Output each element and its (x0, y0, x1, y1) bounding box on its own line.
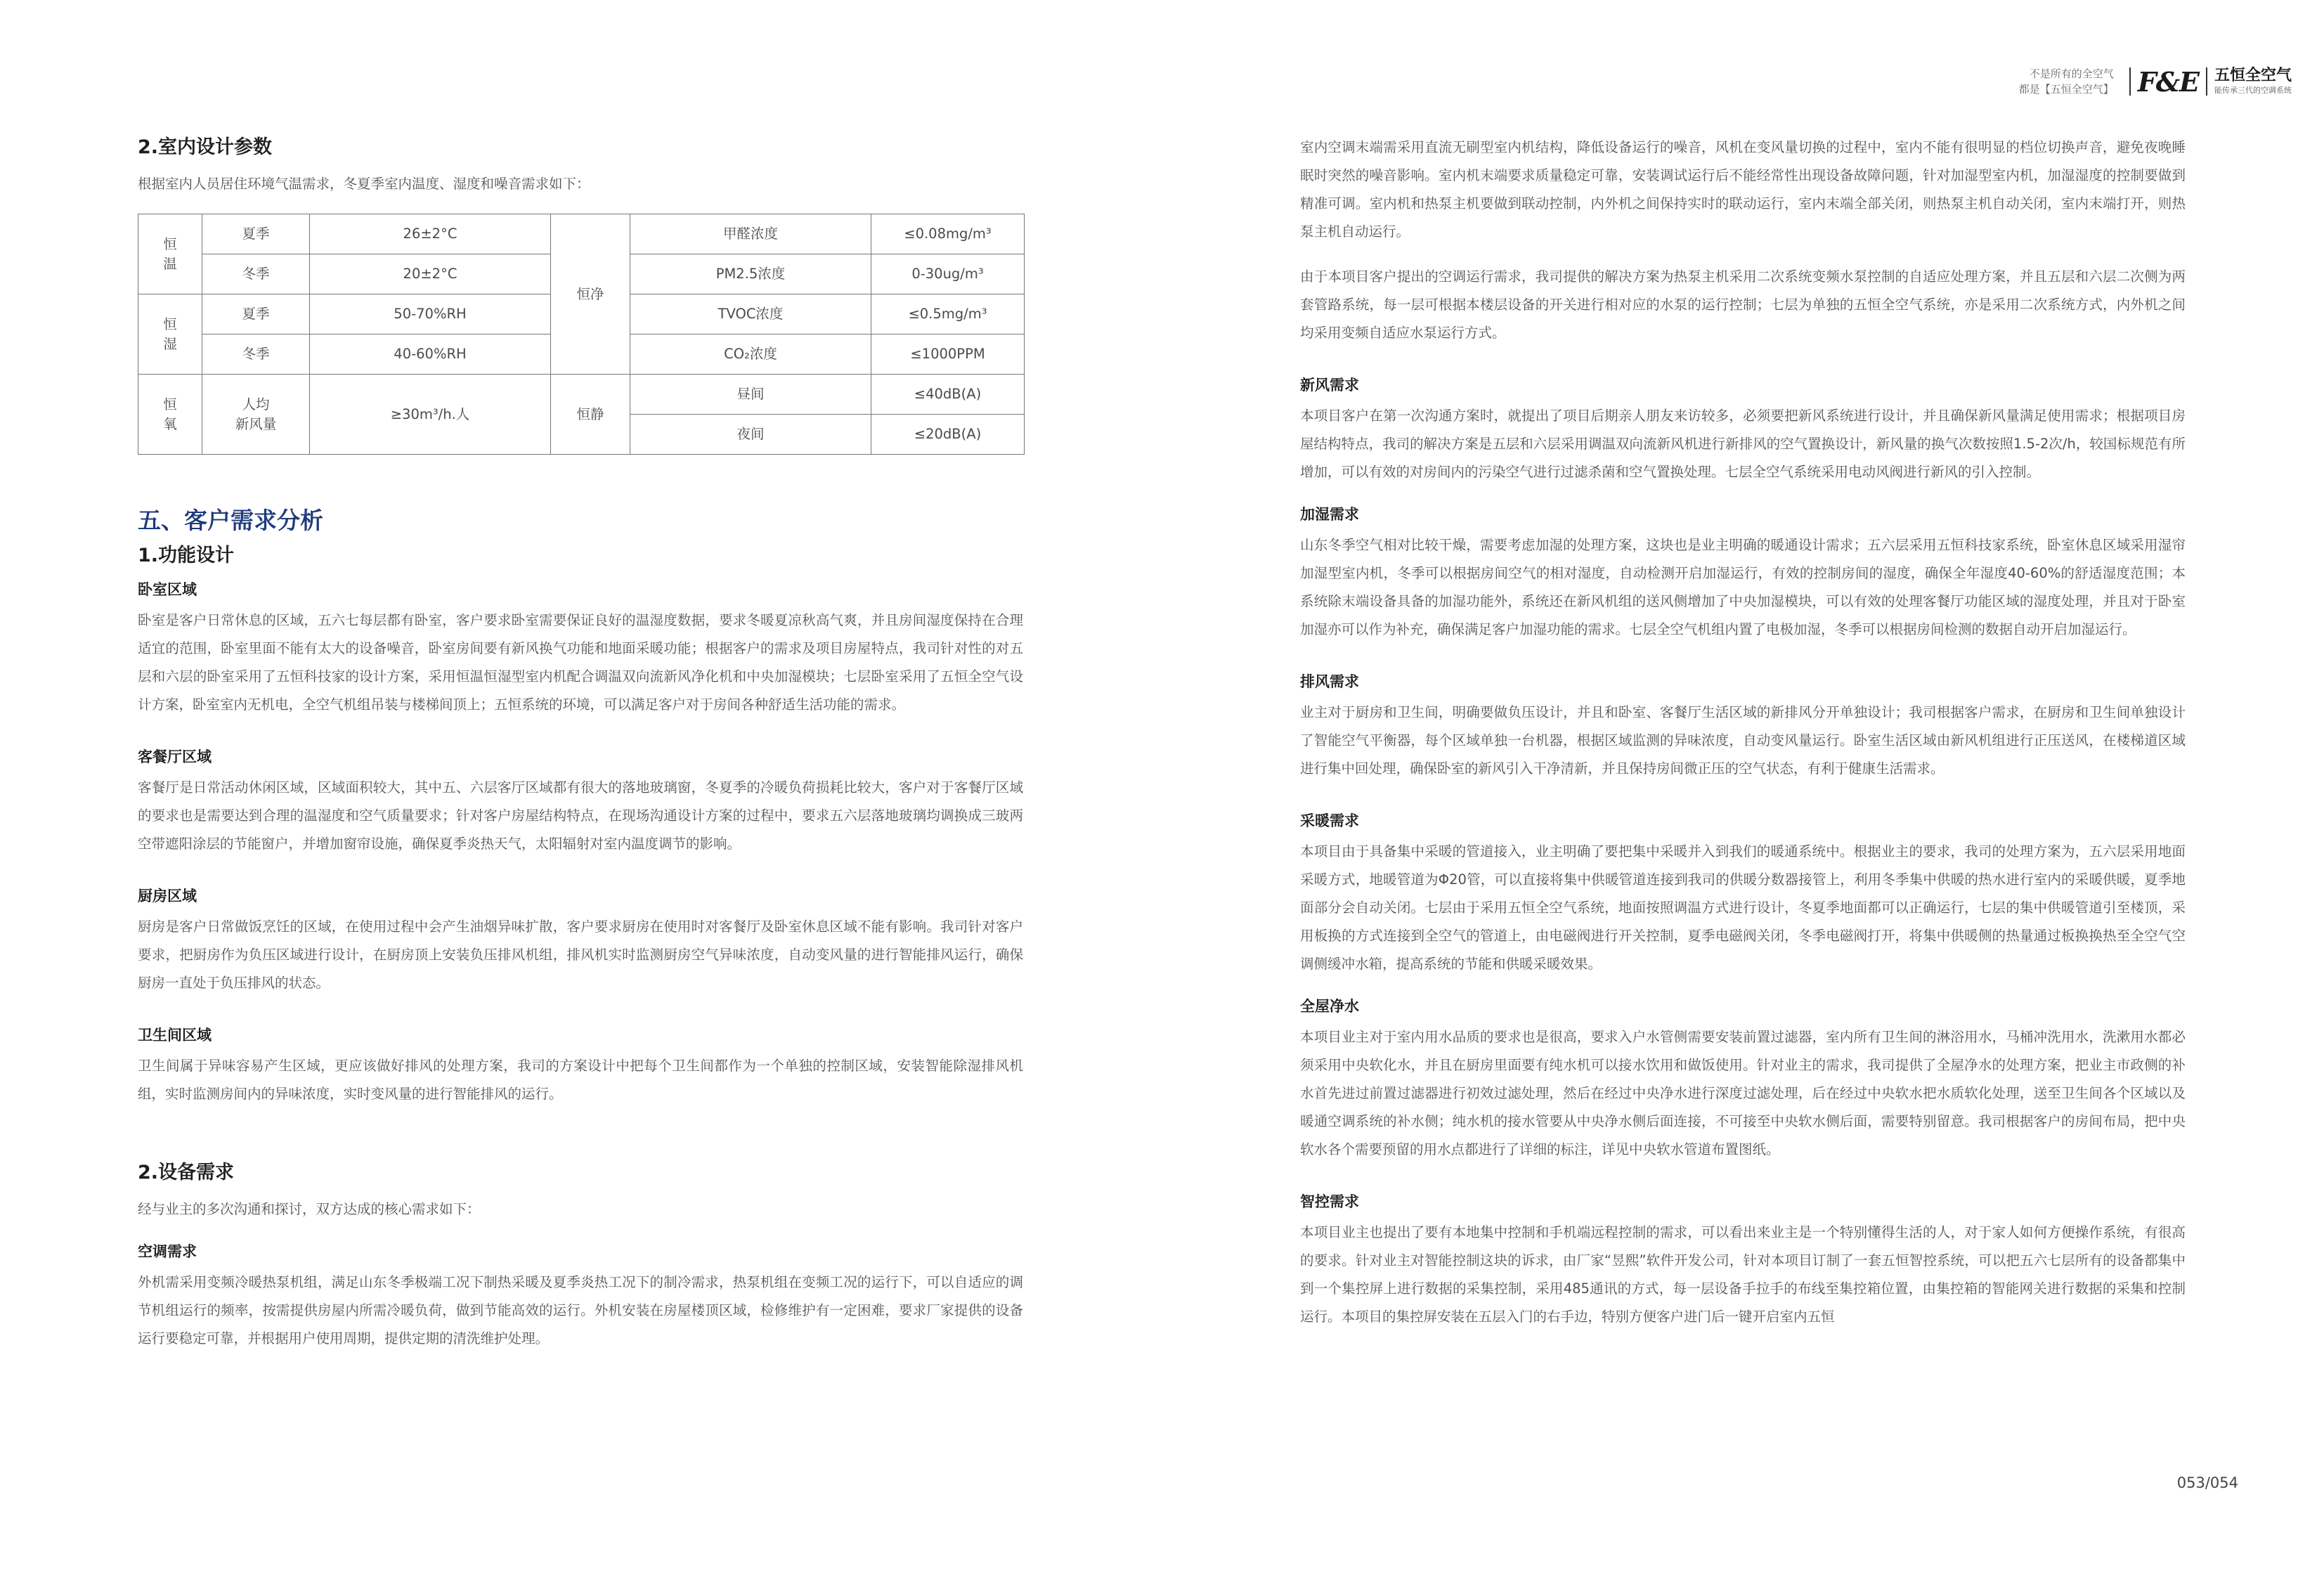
equipment-intro: 经与业主的多次沟通和探讨，双方达成的核心需求如下： (138, 1201, 481, 1217)
chapter-title: 五、客户需求分析 (138, 507, 323, 534)
bedroom-text: 卧室是客户日常休息的区域，五六七每层都有卧室，客户要求卧室需要保证良好的温湿度数据，要求冬暖夏凉秋高气爽，并且房间湿度保持在合理适宜的范围，卧室里面不能有太大的设备噪音，卧室房间要有新风换气功能和地面采暖功能；根据客户的需求及项目房屋特点，我司针对性的对五层和六层的卧室采用了五恒科技家的设计方案，采用恒温恒湿型室内机配合调温双向流新风净化机和中央加湿模块；七层卧室采用了五恒全空气设计方案，卧室室内无机电，全空气机组吊装与楼梯间顶上；五恒系统的环境，可以满足客户对于房间各种舒适生活功能的需求。 (138, 612, 1023, 713)
bedroom-title: 卧室区域 (138, 581, 197, 598)
season-cell: 冬季 (202, 335, 310, 375)
water-text: 本项目业主对于室内用水品质的要求也是很高，要求入户水管侧需要安装前置过滤器，室内所有卫生间的淋浴用水，马桶冲洗用水，洗漱用水都必须采用中央软化水，并且在厨房里面要有纯水机可以接水饮用和做饭使用。针对业主的需求，我司提供了全屋净水的处理方案，把业主市政侧的补水首先进过前置过滤器进行初效过滤处理，然后在经过中央净水进行深度过滤处理，后在经过中央软水把水质软化处理，送至卫生间各个区域以及暖通空调系统的补水侧；纯水机的接水管要从中央净水侧后面连接，不可接至中央软水侧后面，需要特别留意。我司根据客户的房间布局，把中央软水各个需要预留的用水点都进行了详细的标注，详见中央软水管道布置图纸。 (1300, 1029, 2186, 1157)
ac-continued-2: 由于本项目客户提出的空调运行需求，我司提供的解决方案为热泵主机采用二次系统变频水泵控制的自适应处理方案，并且五层和六层二次侧为两套管路系统，每一层可根据本楼层设备的开关进行相对应的水泵的运行控制；七层为单独的五恒全空气系统，亦是采用二次系统方式，内外机之间均采用变频自适应水泵运行方式。 (1300, 268, 2186, 341)
living-text: 客餐厅是日常活动休闲区域，区域面积较大，其中五、六层客厅区域都有很大的落地玻璃窗，冬夏季的冷暖负荷损耗比较大，客户对于客餐厅区域的要求也是需要达到合理的温湿度和空气质量要求；针对客户房屋结构特点，在现场沟通设计方案的过程中，要求五六层落地玻璃均调换成三玻两空带遮阳涂层的节能窗户，并增加窗帘设施，确保夏季炎热天气，太阳辐射对室内温度调节的影响。 (138, 779, 1023, 852)
kitchen-text: 厨房是客户日常做饭烹饪的区域，在使用过程中会产生油烟异味扩散，客户要求厨房在使用时对客餐厅及卧室休息区域不能有影响。我司针对客户要求，把厨房作为负压区域进行设计，在厨房顶上安装负压排风机组，排风机实时监测厨房空气异味浓度，自动变风量的进行智能排风运行，确保厨房一直处于负压排风的状态。 (138, 919, 1023, 991)
bathroom-title: 卫生间区域 (138, 1027, 212, 1044)
ac-continued-1: 室内空调末端需采用直流无刷型室内机结构，降低设备运行的噪音，风机在变风量切换的过程中，室内不能有很明显的档位切换声音，避免夜晚睡眠时突然的噪音影响。室内机末端要求质量稳定可靠，安装调试运行后不能经常性出现设备故障问题，针对加湿型室内机，加湿湿度的控制要做到精准可调。室内机和热泵主机要做到联动控制，内外机之间保持实时的联动运行，室内末端全部关闭，则热泵主机自动关闭，室内末端打开，则热泵主机自动运行。 (1300, 139, 2186, 240)
slogan-line: 不是所有的全空气 (2029, 67, 2114, 80)
water-title: 全屋净水 (1300, 998, 1359, 1015)
brand-name: 五恒全空气 (2214, 67, 2292, 84)
value-cell: ≤20dB(A) (871, 415, 1025, 455)
right-column (1300, 134, 2186, 1331)
metric-cell: PM2.5浓度 (630, 254, 871, 294)
humidify-text: 山东冬季空气相对比较干燥，需要考虑加湿的处理方案，这块也是业主明确的暖通设计需求；五六层采用五恒科技家系统，卧室休息区域采用湿帘加湿型室内机，冬季可以根据房间空气的相对湿度，自动检测开启加湿运行，有效的控制房间的湿度，确保全年湿度40-60%的舒适湿度范围；本系统除末端设备具备的加湿功能外，系统还在新风机组的送风侧增加了中央加湿模块，可以有效的处理客餐厅功能区域的湿度处理，并且对于卧室加湿亦可以作为补充，确保满足客户加湿功能的需求。七层全空气机组内置了电极加湿，冬季可以根据房间检测的数据自动开启加湿运行。 (1300, 537, 2186, 637)
fresh-air-value: ≥30m³/h.人 (310, 375, 551, 455)
value-cell: ≤0.5mg/m³ (871, 294, 1025, 335)
humidify-title: 加湿需求 (1300, 506, 1359, 523)
slogan (2019, 66, 2114, 97)
page-number: 053/054 (2176, 1474, 2238, 1491)
section-title-indoor-params: 2.室内设计参数 (138, 136, 273, 158)
group-temp: 恒 温 (138, 214, 202, 294)
func-design-title: 1.功能设计 (138, 545, 235, 566)
heating-title: 采暖需求 (1300, 812, 1359, 829)
value-cell: ≤40dB(A) (871, 375, 1025, 415)
kitchen-title: 厨房区域 (138, 888, 197, 904)
value-cell: 0-30ug/m³ (871, 254, 1025, 294)
group-oxygen: 恒 氧 (138, 375, 202, 455)
exhaust-text: 业主对于厨房和卫生间，明确要做负压设计，并且和卧室、客餐厅生活区域的新排风分开单独设计；我司根据客户需求，在厨房和卫生间单独设计了智能空气平衡器，每个区域单独一台机器，根据区域监测的异味浓度，自动变风量运行。卧室生活区域由新风机组进行正压送风，在楼梯道区域进行集中回处理，确保卧室的新风引入干净清新，并且保持房间微正压的空气状态，有利于健康生活需求。 (1300, 704, 2186, 777)
metric-cell: 夜间 (630, 415, 871, 455)
metric-cell: CO₂浓度 (630, 335, 871, 375)
value-cell: 40-60%RH (310, 335, 551, 375)
exhaust-title: 排风需求 (1300, 673, 1359, 690)
equipment-title: 2.设备需求 (138, 1162, 235, 1183)
indoor-params-intro: 根据室内人员居住环境气温需求，冬夏季室内温度、湿度和噪音需求如下： (138, 176, 590, 192)
value-cell: ≤1000PPM (871, 335, 1025, 375)
metric-cell: TVOC浓度 (630, 294, 871, 335)
season-cell: 冬季 (202, 254, 310, 294)
fresh-air-text: 本项目客户在第一次沟通方案时，就提出了项目后期亲人朋友来访较多，必须要把新风系统进行设计，并且确保新风量满足使用需求；根据项目房屋结构特点，我司的解决方案是五层和六层采用调温双向流新风机进行新排风的空气置换设计，新风量的换气次数按照1.5-2次/h，较国标规范有所增加，可以有效的对房间内的污染空气进行过滤杀菌和空气置换处理。七层全空气系统采用电动风阀进行新风的引入控制。 (1300, 408, 2186, 480)
smart-control-text: 本项目业主也提出了要有本地集中控制和手机端远程控制的需求，可以看出来业主是一个特别懂得生活的人，对于家人如何方便操作系统，有很高的要求。针对业主对智能控制这块的诉求，由厂家“昱熙”软件开发公司，针对本项目订制了一套五恒智控系统，可以把五六七层所有的设备都集中到一个集控屏上进行数据的采集控制，采用485通讯的方式，每一层设备手拉手的布线至集控箱位置，由集控箱的智能网关进行数据的采集和控制运行。本项目的集控屏安装在五层入门的右手边，特别方便客户进门后一键开启室内五恒 (1300, 1224, 2186, 1325)
value-cell: 26±2°C (310, 214, 551, 254)
fresh-air-label: 人均 新风量 (202, 375, 310, 455)
metric-cell: 昼间 (630, 375, 871, 415)
brand-header (2019, 62, 2292, 101)
right-page (1162, 0, 2324, 1577)
value-cell: 20±2°C (310, 254, 551, 294)
left-column (138, 134, 1023, 1353)
divider (2206, 67, 2207, 96)
fresh-air-title: 新风需求 (1300, 377, 1359, 394)
table-row (138, 214, 1025, 254)
ac-title: 空调需求 (138, 1243, 197, 1260)
season-cell: 夏季 (202, 214, 310, 254)
group-quiet: 恒静 (551, 375, 630, 455)
season-cell: 夏季 (202, 294, 310, 335)
indoor-params-table (138, 214, 1025, 455)
ac-text: 外机需采用变频冷暖热泵机组，满足山东冬季极端工况下制热采暖及夏季炎热工况下的制冷需求，热泵机组在变频工况的运行下，可以自适应的调节机组运行的频率，按需提供房屋内所需冷暖负荷，做到节能高效的运行。外机安装在房屋楼顶区域，检修维护有一定困难，要求厂家提供的设备运行要稳定可靠，并根据用户使用周期，提供定期的清洗维护处理。 (138, 1274, 1023, 1346)
heating-text: 本项目由于具备集中采暖的管道接入，业主明确了要把集中采暖并入到我们的暖通系统中。根据业主的要求，我司的处理方案为，五六层采用地面采暖方式，地暖管道为Φ20管，可以直接将集中供暖管道连接到我司的供暖分数器接管上，利用冬季集中供暖的热水进行室内的采暖供暖，夏季地面部分会自动关闭。七层由于采用五恒全空气系统，地面按照调温方式进行设计，冬夏季地面都可以正确运行，七层的集中供暖管道引至楼顶，采用板换的方式连接到全空气的管道上，由电磁阀进行开关控制，夏季电磁阀关闭，冬季电磁阀打开，将集中供暖侧的热量通过板换换热至全空气空调侧缓冲水箱，提高系统的节能和供暖采暖效果。 (1300, 843, 2186, 972)
brand-block (2214, 67, 2292, 96)
value-cell: ≤0.08mg/m³ (871, 214, 1025, 254)
value-cell: 50-70%RH (310, 294, 551, 335)
smart-control-title: 智控需求 (1300, 1193, 1359, 1210)
divider (2129, 67, 2131, 96)
group-humid: 恒 湿 (138, 294, 202, 375)
table-row (138, 375, 1025, 415)
fe-logo: F&E (2137, 65, 2199, 98)
metric-cell: 甲醛浓度 (630, 214, 871, 254)
living-title: 客餐厅区域 (138, 748, 212, 765)
slogan-line: 都是【五恒全空气】 (2018, 83, 2114, 96)
brand-subtitle: 能传承三代的空调系统 (2214, 86, 2292, 95)
bathroom-text: 卫生间属于异味容易产生区域，更应该做好排风的处理方案，我司的方案设计中把每个卫生间都作为一个单独的控制区域，安装智能除湿排风机组，实时监测房间内的异味浓度，实时变风量的进行智能排风的运行。 (138, 1058, 1023, 1102)
group-clean: 恒净 (551, 214, 630, 375)
